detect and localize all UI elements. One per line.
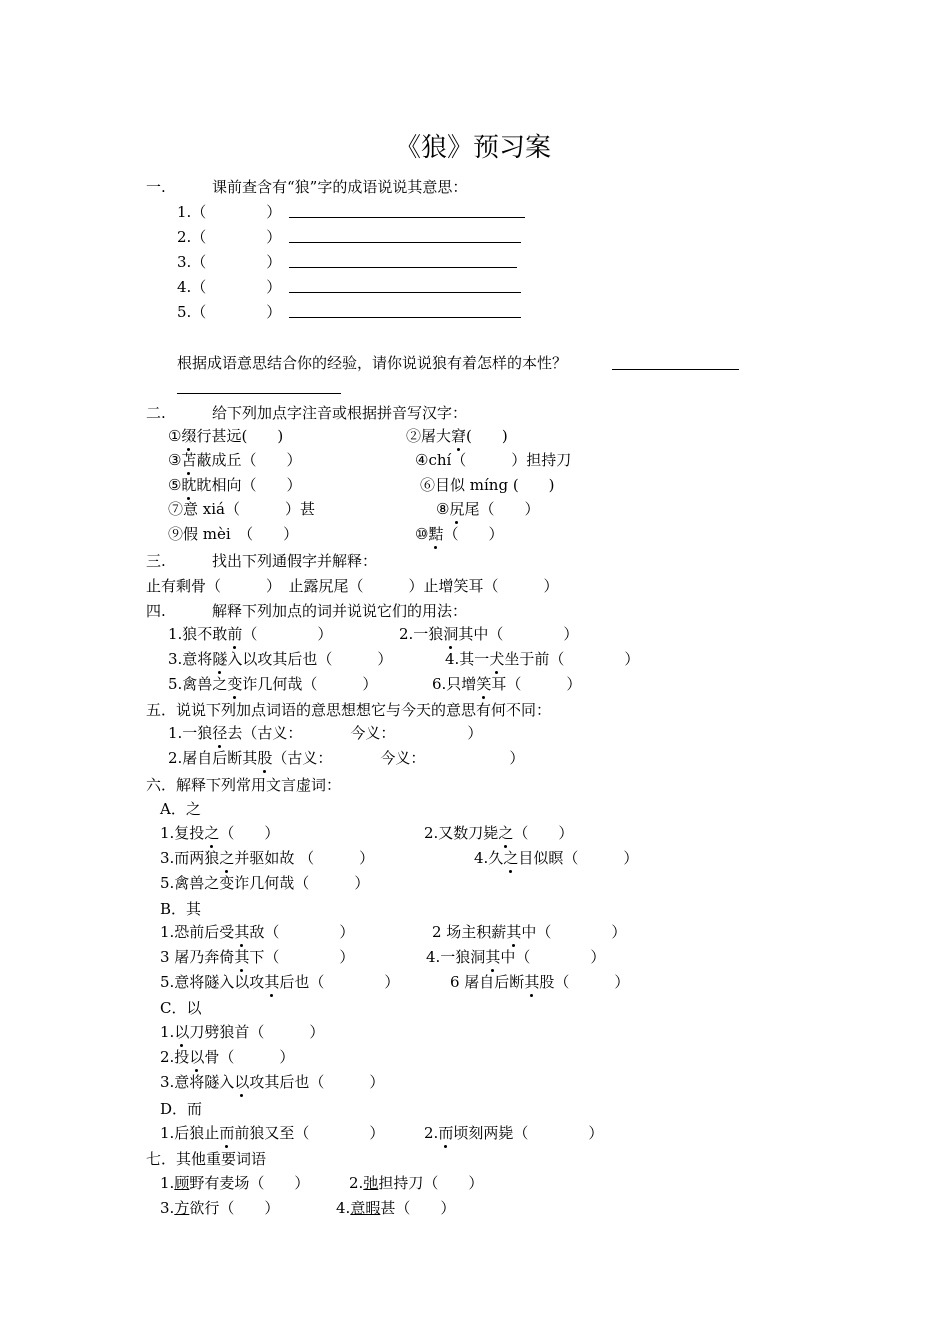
particle-b-item-4: 4.一狼洞其中（ ） xyxy=(426,948,606,966)
section-4-heading: 解释下列加点的词并说说它们的用法： xyxy=(212,602,468,620)
particle-a-item-1: 1.复投之（ ） xyxy=(160,824,280,842)
pinyin-item-4: ④chí（ ）担持刀 xyxy=(415,451,572,469)
word-usage-item-1: 1.狼不敢前（ ） xyxy=(168,625,333,643)
idiom-answer-line-5[interactable] xyxy=(289,317,521,318)
meaning-item-2: 2.屠自后断其股（古义： 今义： ） xyxy=(168,749,525,767)
vocab-item-3: 3.方欲行（ ） xyxy=(160,1199,280,1217)
dotted-char: 眈 xyxy=(181,476,197,494)
pinyin-item-9: ⑨假 mèi （ ） xyxy=(168,525,299,543)
word-usage-item-4: 4.其一犬坐于前（ ） xyxy=(445,650,640,668)
dotted-char: 其 xyxy=(234,923,250,941)
meaning-item-1: 1.一狼径去（古义： 今义： ） xyxy=(168,724,483,742)
idiom-item-5: 5.（ ） xyxy=(177,303,282,321)
vocab-item-1: 1.顾野有麦场（ ） xyxy=(160,1174,310,1192)
pinyin-item-5: ⑤眈眈相向（ ） xyxy=(168,476,302,494)
dotted-char: 其 xyxy=(234,948,250,966)
word-usage-item-6: 6.只增笑耳（ ） xyxy=(432,675,582,693)
dotted-char: 前 xyxy=(227,625,243,643)
section-1-number: 一. xyxy=(146,178,166,196)
section-4-number: 四. xyxy=(146,602,166,620)
underlined-word: 方 xyxy=(174,1199,190,1217)
pinyin-item-7: ⑦意 xiá（ ）甚 xyxy=(168,500,315,518)
idiom-answer-line-3[interactable] xyxy=(289,267,517,268)
dotted-char: 缀 xyxy=(181,427,197,445)
particle-a-item-2: 2.又数刀毙之（ ） xyxy=(424,824,574,842)
pinyin-item-1: ①缀行甚远( ) xyxy=(168,427,284,445)
dotted-char: 以 xyxy=(234,1073,250,1091)
dotted-char: 径 xyxy=(212,724,228,742)
dotted-char: 之 xyxy=(503,849,519,867)
pinyin-item-10: ⑩黠（ ） xyxy=(415,525,504,543)
particle-c-item-2: 2.投以骨（ ） xyxy=(160,1048,295,1066)
section-6-heading: 六．解释下列常用文言虚词： xyxy=(146,776,342,794)
dotted-char: 而 xyxy=(219,1124,235,1142)
dotted-char: 苫 xyxy=(181,451,197,469)
dotted-char: 尻 xyxy=(449,500,465,518)
section-3-number: 三. xyxy=(146,552,166,570)
dotted-char: 犬 xyxy=(489,650,505,668)
idiom-item-3: 3.（ ） xyxy=(177,253,282,271)
particle-b-item-5: 5.意将隧入以攻其后也（ ） xyxy=(160,973,400,991)
particle-b-item-6: 6 屠自后断其股（ ） xyxy=(450,973,630,991)
idiom-item-1: 1.（ ） xyxy=(177,203,282,221)
particle-b-item-3: 3 屠乃奔倚其下（ ） xyxy=(160,948,355,966)
dotted-char: 其 xyxy=(524,973,540,991)
section-2-heading: 给下列加点字注音或根据拼音写汉字： xyxy=(212,404,468,422)
group-c-label: C．以 xyxy=(160,999,202,1017)
section-3-heading: 找出下列通假字并解释： xyxy=(212,552,378,570)
dotted-char: 以 xyxy=(174,1023,190,1041)
particle-a-item-5: 5.禽兽之变诈几何哉（ ） xyxy=(160,874,370,892)
particle-a-item-3: 3.而两狼之并驱如故 （ ） xyxy=(160,849,375,867)
dotted-char: 笑 xyxy=(476,675,492,693)
dotted-char: 洞 xyxy=(443,625,459,643)
page-title: 《狼》预习案 xyxy=(395,133,552,163)
dotted-char: 变 xyxy=(227,675,243,693)
pinyin-item-2: ②屠大窘( ) xyxy=(406,427,508,445)
idiom-item-2: 2.（ ） xyxy=(177,228,282,246)
particle-d-item-1: 1.后狼止而前狼又至（ ） xyxy=(160,1124,385,1142)
underlined-word: 弛 xyxy=(363,1174,379,1192)
dotted-char: 之 xyxy=(498,824,514,842)
word-usage-item-2: 2.一狼洞其中（ ） xyxy=(399,625,579,643)
loan-char-line: 止有剩骨（ ） 止露尻尾（ ）止增笑耳（ ） xyxy=(146,577,559,595)
dotted-char: 之 xyxy=(204,824,220,842)
particle-d-item-2: 2.而顷刻两毙（ ） xyxy=(424,1124,604,1142)
word-usage-item-3: 3.意将隧入以攻其后也（ ） xyxy=(168,650,393,668)
section-5-heading: 五．说说下列加点词语的意思想想它与今天的意思有何不同： xyxy=(146,701,552,719)
wolf-nature-question: 根据成语意思结合你的经验，请你说说狼有着怎样的本性？ xyxy=(177,354,568,372)
group-a-label: A．之 xyxy=(160,800,201,818)
particle-c-item-1: 1.以刀劈狼首（ ） xyxy=(160,1023,325,1041)
pinyin-item-6: ⑥目似 míng ( ) xyxy=(420,476,555,494)
wolf-nature-answer-line-1[interactable] xyxy=(612,369,739,370)
dotted-char: 之 xyxy=(219,849,235,867)
idiom-answer-line-4[interactable] xyxy=(289,292,521,293)
underlined-word: 意暇 xyxy=(350,1199,381,1217)
dotted-char: 股 xyxy=(257,749,273,767)
dotted-char: 其 xyxy=(506,923,522,941)
section-1-heading: 课前查含有“狼”字的成语说说其意思： xyxy=(212,178,468,196)
dotted-char: 其 xyxy=(264,973,280,991)
section-7-heading: 七．其他重要词语 xyxy=(146,1150,267,1168)
idiom-answer-line-2[interactable] xyxy=(289,242,521,243)
pinyin-item-3: ③苫蔽成丘（ ） xyxy=(168,451,302,469)
pinyin-item-8: ⑧尻尾（ ） xyxy=(436,500,540,518)
dotted-char: 以 xyxy=(189,1048,205,1066)
wolf-nature-answer-line-2[interactable] xyxy=(177,393,341,394)
particle-b-item-1: 1.恐前后受其敌（ ） xyxy=(160,923,355,941)
dotted-char: 黠 xyxy=(428,525,444,543)
group-d-label: D．而 xyxy=(160,1100,203,1118)
dotted-char: 而 xyxy=(438,1124,454,1142)
dotted-char: 窘 xyxy=(451,427,467,445)
vocab-item-4: 4.意暇甚（ ） xyxy=(336,1199,456,1217)
idiom-item-4: 4.（ ） xyxy=(177,278,282,296)
particle-b-item-2: 2 场主积薪其中（ ） xyxy=(432,923,627,941)
dotted-char: 其 xyxy=(485,948,501,966)
dotted-char: 隧 xyxy=(212,650,228,668)
group-b-label: B．其 xyxy=(160,900,202,918)
idiom-answer-line-1[interactable] xyxy=(289,217,525,218)
section-2-number: 二. xyxy=(146,404,166,422)
word-usage-item-5: 5.禽兽之变诈几何哉（ ） xyxy=(168,675,378,693)
particle-a-item-4: 4.久之目似瞑（ ） xyxy=(474,849,639,867)
vocab-item-2: 2.弛担持刀（ ） xyxy=(349,1174,484,1192)
particle-c-item-3: 3.意将隧入以攻其后也（ ） xyxy=(160,1073,385,1091)
underlined-word: 顾 xyxy=(174,1174,190,1192)
